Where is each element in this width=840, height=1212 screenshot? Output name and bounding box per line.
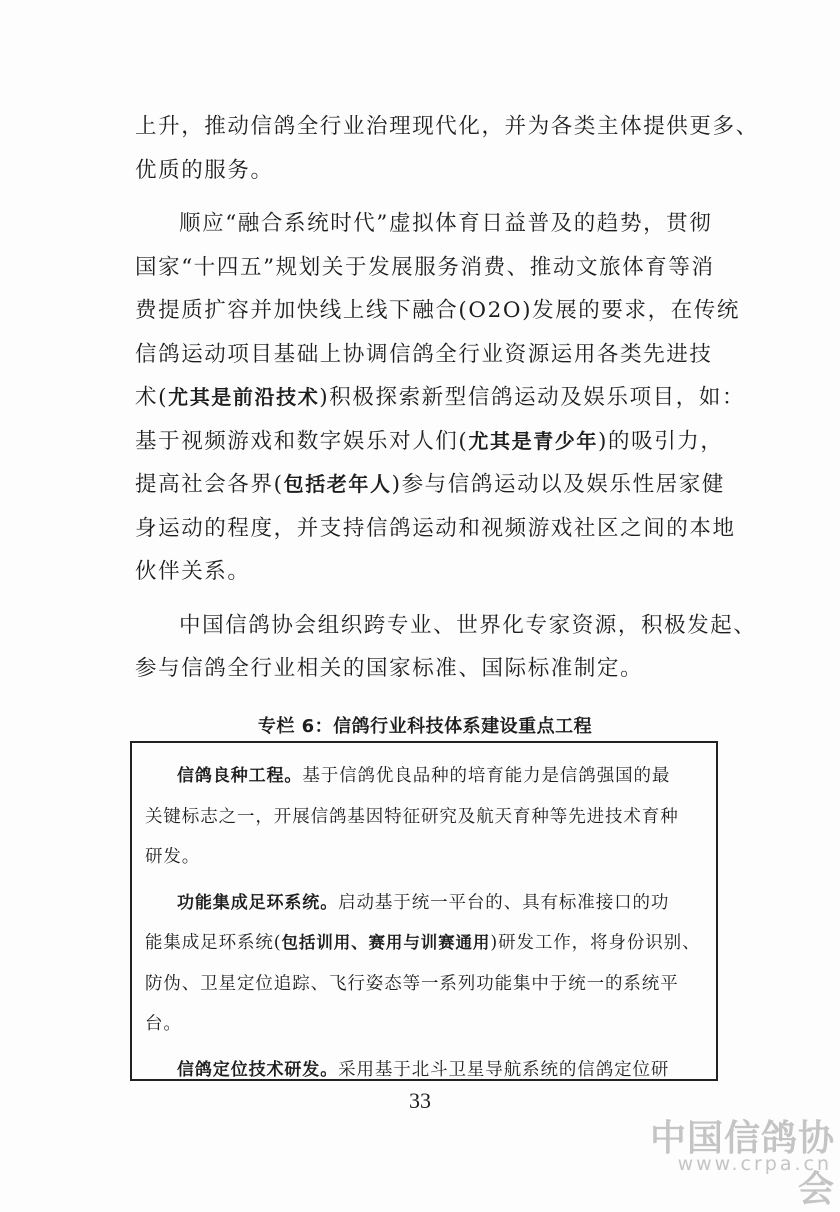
emphasis-text: 尤其是青少年	[468, 428, 598, 453]
text-line: 身运动的程度，并支持信鸽运动和视频游戏社区之间的本地	[135, 515, 736, 541]
text-segment: 基于视频游戏和数字娱乐对人们(	[135, 428, 469, 454]
text-line: 国家“十四五”规划关于发展服务消费、推动文旅体育等消	[135, 254, 715, 280]
emphasis-text: 包括训用、赛用与训赛通用	[281, 933, 491, 952]
box-item-line: 研发。	[145, 847, 201, 867]
page-number: 33	[409, 1088, 431, 1113]
text-line: 上升，推动信鸽全行业治理现代化，并为各类主体提供更多、	[135, 114, 759, 139]
box-item-line: 台。	[145, 1014, 182, 1034]
box-item-line: 防伪、卫星定位追踪、飞行姿态等一系列功能集中于统一的系统平	[145, 973, 679, 994]
watermark-url: www.crpa.cn	[677, 1153, 832, 1175]
text-line: 信鸽运动项目基础上协调信鸽全行业资源运用各类先进技	[135, 341, 713, 367]
box-content	[145, 756, 710, 1090]
text-line: 参与信鸽全行业相关的国家标准、国际标准制定。	[135, 656, 644, 681]
text-segment: 提高社会各界(	[135, 472, 284, 497]
text-line	[135, 420, 725, 464]
item-heading: 信鸽定位技术研发。	[177, 1059, 339, 1080]
item-heading: 信鸽良种工程。	[177, 766, 303, 786]
text-segment: 采用基于北斗卫星导航系统的信鸽定位研	[338, 1059, 670, 1080]
watermark-logo-text: 中国信鸽协会	[649, 1118, 835, 1210]
text-line: 伙伴关系。	[135, 559, 251, 584]
box-item-line	[145, 883, 710, 924]
box-title: 专栏 6：信鸽行业科技体系建设重点工程	[257, 716, 593, 737]
item-heading: 功能集成足环系统。	[177, 892, 339, 913]
text-line	[135, 463, 725, 507]
text-segment: )研发工作，将身份识别、	[490, 933, 701, 953]
text-line: 费提质扩容并加快线上线下融合(O2O)发展的要求，在传统	[135, 298, 741, 323]
text-line: 优质的服务。	[135, 157, 274, 183]
text-segment: 术(	[135, 385, 169, 410]
text-segment: )参与信鸽运动以及娱乐性居家健	[391, 472, 725, 497]
text-segment: )的吸引力，	[598, 428, 724, 454]
emphasis-text: 尤其是前沿技术	[168, 385, 320, 409]
emphasis-text: 包括老年人	[283, 472, 392, 496]
paragraph-start: 中国信鸽协会组织跨专业、世界化专家资源，积极发起、	[179, 612, 757, 638]
text-line	[135, 376, 746, 420]
body-text	[135, 105, 759, 691]
box-item-line: 关键标志之一，开展信鸽基因特征研究及航天育种等先进技术育种	[145, 806, 679, 827]
box-item-line	[145, 923, 710, 964]
paragraph-start: 顺应“融合系统时代”虚拟体育日益普及的趋势，贯彻	[179, 211, 713, 236]
text-segment: 能集成足环系统(	[145, 933, 282, 953]
text-segment: )积极探索新型信鸽运动及娱乐项目，如：	[319, 385, 746, 410]
box-item-line	[145, 756, 710, 797]
text-segment: 启动基于统一平台的、具有标准接口的功	[338, 892, 670, 913]
box-item-line	[145, 1050, 710, 1091]
text-segment: 基于信鸽优良品种的培育能力是信鸽强国的最	[302, 766, 671, 786]
